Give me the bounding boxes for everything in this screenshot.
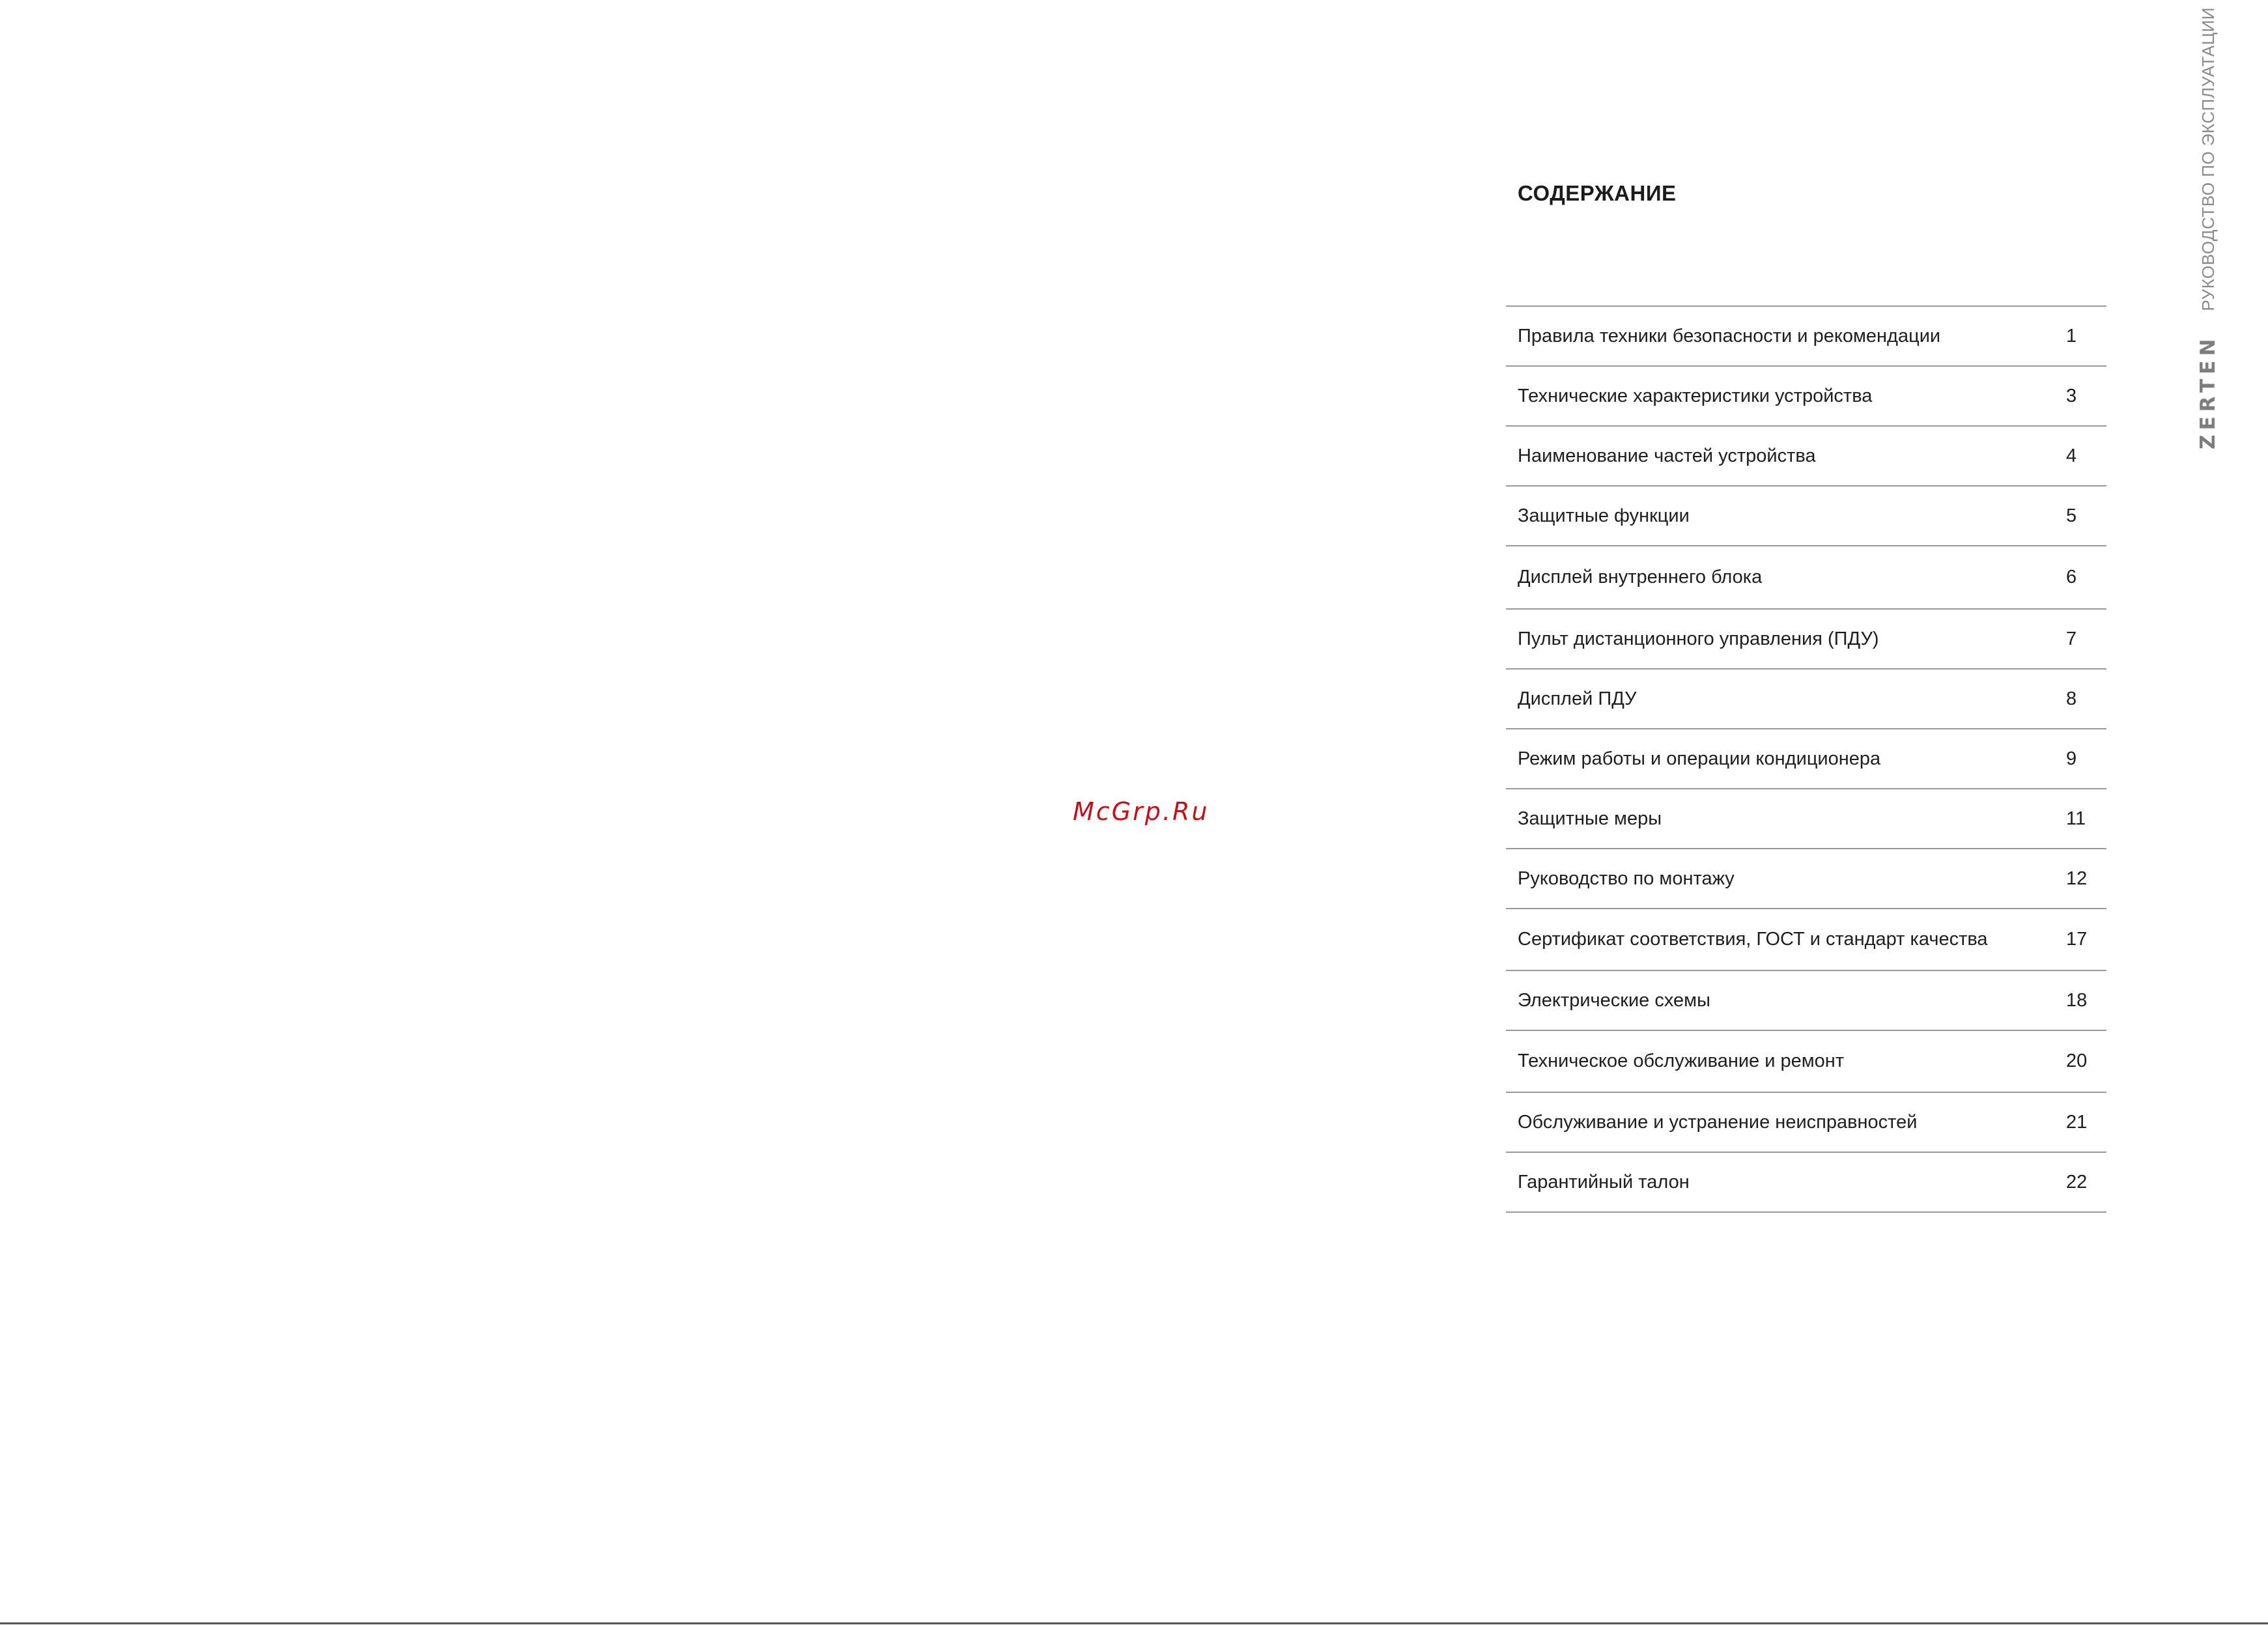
toc-row[interactable] [1506, 971, 2106, 1031]
brand-logo: ZERTEN [2196, 334, 2220, 449]
toc-row[interactable] [1506, 427, 2106, 487]
toc-item-page: 4 [2066, 445, 2077, 466]
side-running-header [2183, 7, 2220, 449]
toc-row[interactable] [1506, 307, 2106, 367]
toc-row[interactable] [1506, 610, 2106, 670]
toc-item-page: 5 [2066, 505, 2077, 526]
toc-item-page: 7 [2066, 628, 2077, 649]
toc-item-label: Дисплей ПДУ [1518, 688, 1637, 709]
toc-item-page: 20 [2066, 1051, 2088, 1071]
toc-row[interactable] [1506, 1031, 2106, 1093]
toc-item-label: Гарантийный талон [1518, 1171, 1690, 1193]
toc-item-label: Дисплей внутреннего блока [1518, 567, 1763, 587]
toc-item-page: 6 [2066, 567, 2077, 587]
bottom-divider [0, 1622, 2268, 1624]
toc-item-label: Сертификат соответствия, ГОСТ и стандарт качества [1518, 929, 1988, 950]
document-type-label: РУКОВОДСТВО ПО ЭКСПЛУАТАЦИИ [2198, 7, 2218, 311]
toc-item-page: 8 [2066, 688, 2077, 709]
toc-item-page: 22 [2066, 1171, 2088, 1193]
side-running-header-text [2196, 7, 2220, 449]
toc-row[interactable] [1506, 670, 2106, 729]
toc-item-page: 3 [2066, 385, 2077, 406]
toc-item-page: 17 [2066, 929, 2088, 950]
toc-item-label: Руководство по монтажу [1518, 868, 1735, 889]
toc-row[interactable] [1506, 849, 2106, 909]
toc-item-label: Обслуживание и устранение неисправностей [1518, 1111, 1918, 1133]
toc-item-label: Электрические схемы [1518, 989, 1710, 1011]
toc-heading: СОДЕРЖАНИЕ [1518, 181, 1677, 205]
toc-item-page: 1 [2066, 325, 2077, 346]
table-of-contents [1506, 305, 2106, 1213]
toc-item-label: Правила техники безопасности и рекомендации [1518, 325, 1941, 346]
toc-row[interactable] [1506, 367, 2106, 427]
toc-item-label: Защитные меры [1518, 808, 1662, 829]
toc-item-label: Режим работы и операции кондиционера [1518, 748, 1881, 769]
toc-row[interactable] [1506, 729, 2106, 789]
toc-row[interactable] [1506, 789, 2106, 849]
toc-row[interactable] [1506, 909, 2106, 971]
toc-item-label: Технические характеристики устройства [1518, 385, 1873, 406]
toc-item-page: 21 [2066, 1111, 2088, 1133]
toc-row[interactable] [1506, 1093, 2106, 1153]
toc-item-label: Наименование частей устройства [1518, 445, 1816, 466]
toc-row[interactable] [1506, 487, 2106, 546]
toc-item-page: 9 [2066, 748, 2077, 769]
toc-row[interactable] [1506, 546, 2106, 610]
toc-item-label: Техническое обслуживание и ремонт [1518, 1051, 1845, 1071]
toc-item-label: Пульт дистанционного управления (ПДУ) [1518, 628, 1879, 649]
toc-item-page: 12 [2066, 868, 2088, 889]
toc-item-label: Защитные функции [1518, 505, 1690, 526]
toc-item-page: 11 [2066, 808, 2086, 829]
toc-row[interactable] [1506, 1153, 2106, 1213]
toc-item-page: 18 [2066, 989, 2088, 1011]
watermark: McGrp.Ru [1073, 797, 1210, 826]
